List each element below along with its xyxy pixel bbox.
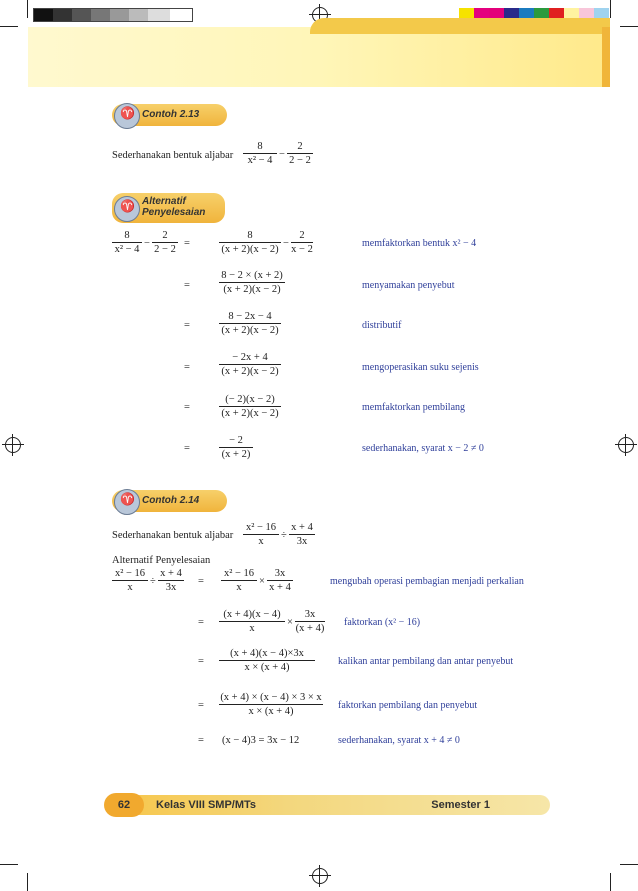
section-heading: Alternatif Penyelesaian — [112, 555, 211, 566]
fraction: x² − 16 x — [221, 568, 257, 593]
step-note: faktorkan (x² − 16) — [344, 617, 421, 628]
step-note: kalikan antar pembilang dan antar penyebut — [338, 656, 514, 667]
fraction: 8 x² − 4 — [112, 230, 142, 255]
fraction: 3x x + 4 — [267, 568, 293, 593]
example-label: Contoh 2.13 — [142, 109, 200, 120]
crop-mark — [0, 864, 18, 865]
footer-semester: Semester 1 — [431, 799, 490, 811]
fraction: 2 2 − 2 — [152, 230, 178, 255]
crop-mark — [27, 0, 28, 18]
fraction: x + 4 3x — [158, 568, 184, 593]
step-note: menyamakan penyebut — [362, 280, 455, 291]
crop-mark — [610, 0, 611, 18]
equals-sign: = — [184, 362, 190, 373]
header-band — [28, 27, 610, 87]
crop-mark — [0, 26, 18, 27]
step-note: sederhanakan, syarat x + 4 ≠ 0 — [338, 735, 460, 746]
fraction: 8 − 2x − 4 (x + 2)(x − 2) — [219, 311, 281, 336]
grayscale-bar — [33, 8, 193, 22]
example-prompt: Sederhanakan bentuk aljabar — [112, 530, 234, 541]
result-expression: (x − 4)3 = 3x − 12 — [222, 735, 300, 746]
operator: × — [259, 576, 265, 587]
step-note: memfaktorkan bentuk x² − 4 — [362, 238, 477, 249]
fraction: − 2 (x + 2) — [219, 435, 253, 460]
equals-sign: = — [198, 576, 204, 587]
operator: ÷ — [150, 576, 156, 587]
equals-sign: = — [184, 238, 190, 249]
crop-mark — [27, 873, 28, 891]
registration-mark — [5, 437, 21, 453]
step-note: sederhanakan, syarat x − 2 ≠ 0 — [362, 443, 484, 454]
operator: − — [144, 238, 150, 249]
crop-mark — [620, 26, 638, 27]
example-badge — [112, 104, 227, 126]
step-note: memfaktorkan pembilang — [362, 402, 466, 413]
operator: − — [279, 149, 285, 160]
crop-mark — [620, 864, 638, 865]
alternative-badge — [112, 193, 225, 223]
equals-sign: = — [198, 617, 204, 628]
fraction: 3x (x + 4) — [295, 609, 325, 634]
crop-mark — [610, 873, 611, 891]
equals-sign: = — [198, 735, 204, 746]
equals-sign: = — [184, 443, 190, 454]
equals-sign: = — [184, 402, 190, 413]
step-note: distributif — [362, 320, 402, 331]
registration-mark — [312, 868, 328, 884]
badge-emblem-icon — [114, 103, 140, 129]
registration-mark — [618, 437, 634, 453]
alternative-label: Alternatif Penyelesaian — [142, 196, 206, 218]
equals-sign: = — [198, 656, 204, 667]
operator: − — [283, 238, 289, 249]
page-number: 62 — [104, 793, 144, 817]
fraction: x² − 16 x — [243, 522, 279, 547]
badge-emblem-icon — [114, 196, 140, 222]
fraction: x² − 16 x — [112, 568, 148, 593]
operator: ÷ — [281, 530, 287, 541]
example-label: Contoh 2.14 — [142, 495, 200, 506]
equals-sign: = — [184, 280, 190, 291]
example-badge — [112, 490, 227, 512]
footer-bar — [112, 795, 550, 815]
badge-emblem-icon — [114, 489, 140, 515]
fraction: x + 4 3x — [289, 522, 315, 547]
fraction: (x + 4) × (x − 4) × 3 × x x × (x + 4) — [220, 692, 322, 717]
fraction: 8 − 2 × (x + 2) (x + 2)(x − 2) — [219, 270, 285, 295]
footer-title: Kelas VIII SMP/MTs — [156, 799, 257, 811]
example-prompt: Sederhanakan bentuk aljabar — [112, 150, 234, 161]
fraction: 2 2 − 2 — [287, 141, 313, 166]
equals-sign: = — [198, 700, 204, 711]
step-note: mengubah operasi pembagian menjadi perkalian — [330, 576, 524, 587]
fraction: 2 x − 2 — [291, 230, 313, 255]
fraction: (x + 4)(x − 4) x — [219, 609, 285, 634]
operator: × — [287, 617, 293, 628]
step-note: mengoperasikan suku sejenis — [362, 362, 479, 373]
fraction: 8 (x + 2)(x − 2) — [219, 230, 281, 255]
fraction: 8 x² − 4 — [243, 141, 277, 166]
step-note: faktorkan pembilang dan penyebut — [338, 700, 478, 711]
equals-sign: = — [184, 320, 190, 331]
fraction: (− 2)(x − 2) (x + 2)(x − 2) — [219, 394, 281, 419]
fraction: − 2x + 4 (x + 2)(x − 2) — [219, 352, 281, 377]
fraction: (x + 4)(x − 4)×3x x × (x + 4) — [219, 648, 315, 673]
